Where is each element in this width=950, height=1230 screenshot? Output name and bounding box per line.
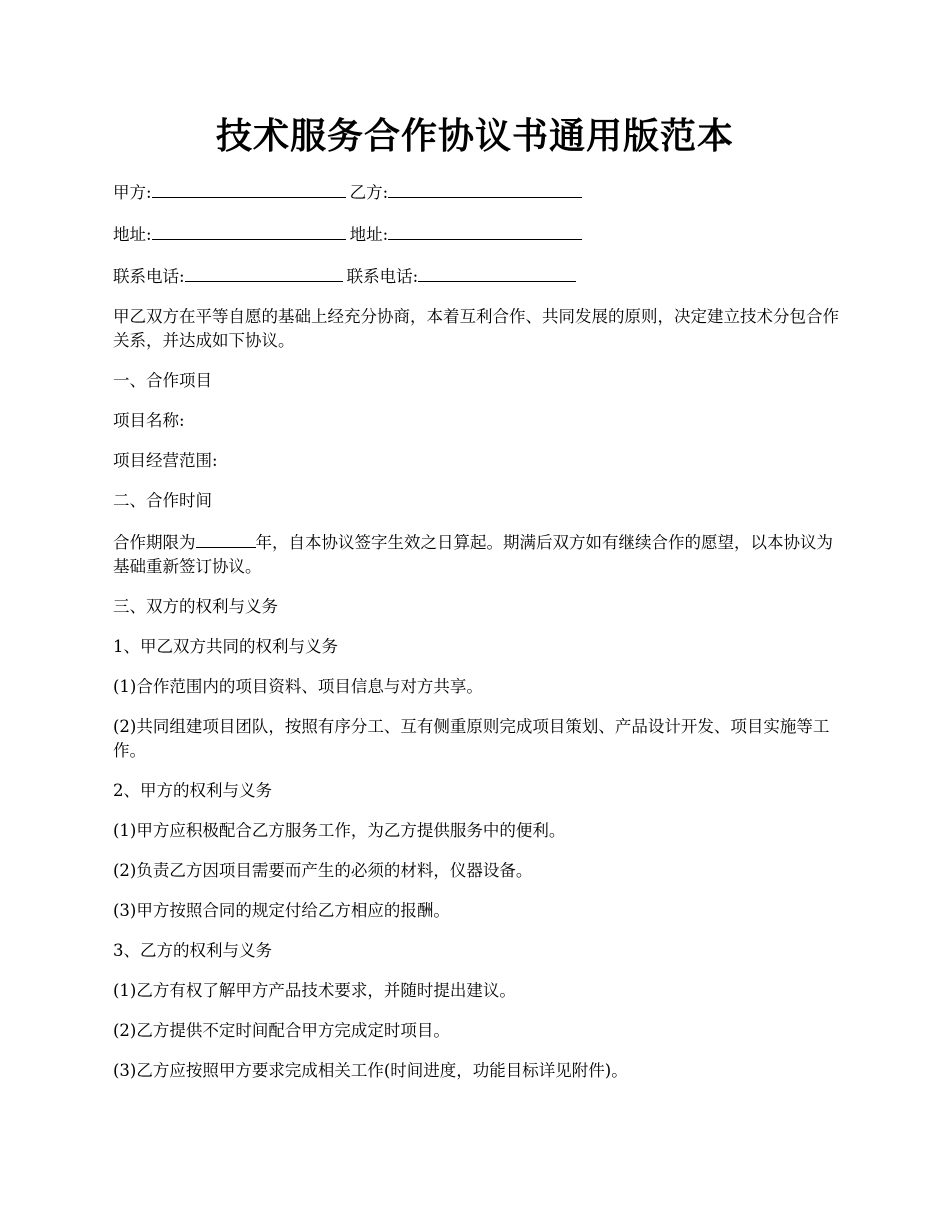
party-row-address (113, 221, 843, 247)
term-paragraph (113, 529, 843, 579)
party-a-address-label: 地址: (113, 225, 152, 244)
sub3-item-2: (2)乙方提供不定时间配合甲方完成定时项目。 (113, 1021, 450, 1040)
party-row-phone (113, 263, 843, 289)
sub3-item-1: (1)乙方有权了解甲方产品技术要求，并随时提出建议。 (113, 981, 516, 1000)
party-b-blank[interactable] (388, 179, 582, 198)
intro-paragraph: 甲乙双方在平等自愿的基础上经充分协商，本着互利合作、共同发展的原则，决定建立技术分包合作关系，并达成如下协议。 (113, 307, 839, 350)
party-a-phone-blank[interactable] (185, 263, 343, 282)
sub1-heading: 1、甲乙双方共同的权利与义务 (113, 637, 338, 656)
term-suffix: 年，自本协议签字生效之日算起。期满后双方如有继续合作的愿望，以本协议为基础重新签订协议。 (113, 533, 833, 576)
section3-heading: 三、双方的权利与义务 (113, 597, 278, 616)
section2-heading: 二、合作时间 (113, 491, 212, 510)
document-body (113, 179, 843, 1099)
term-years-blank[interactable] (196, 529, 256, 548)
project-scope-label: 项目经营范围: (113, 451, 218, 470)
sub1-item-2: (2)共同组建项目团队，按照有序分工、互有侧重原则完成项目策划、产品设计开发、项目实施等工作。 (113, 717, 830, 760)
party-b-address-blank[interactable] (388, 221, 582, 240)
party-a-blank[interactable] (152, 179, 346, 198)
party-b-phone-label: 联系电话: (346, 267, 419, 286)
sub2-heading: 2、甲方的权利与义务 (113, 781, 272, 800)
sub1-item-1: (1)合作范围内的项目资料、项目信息与对方共享。 (113, 677, 483, 696)
party-a-phone-label: 联系电话: (113, 267, 185, 286)
party-b-label: 乙方: (349, 183, 389, 202)
party-row-names (113, 179, 843, 205)
party-b-phone-blank[interactable] (418, 263, 576, 282)
sub3-heading: 3、乙方的权利与义务 (113, 941, 272, 960)
sub3-item-3: (3)乙方应按照甲方要求完成相关工作(时间进度，功能目标详见附件)。 (113, 1061, 628, 1080)
term-prefix: 合作期限为 (113, 533, 196, 552)
party-b-address-label: 地址: (349, 225, 389, 244)
party-a-address-blank[interactable] (152, 221, 346, 240)
party-a-label: 甲方: (113, 183, 152, 202)
sub2-item-2: (2)负责乙方因项目需要而产生的必须的材料，仪器设备。 (113, 861, 533, 880)
sub2-item-3: (3)甲方按照合同的规定付给乙方相应的报酬。 (113, 901, 450, 920)
section1-heading: 一、合作项目 (113, 371, 212, 390)
project-name-label: 项目名称: (113, 411, 185, 430)
sub2-item-1: (1)甲方应积极配合乙方服务工作，为乙方提供服务中的便利。 (113, 821, 566, 840)
document-title: 技术服务合作协议书通用版范本 (215, 115, 734, 157)
